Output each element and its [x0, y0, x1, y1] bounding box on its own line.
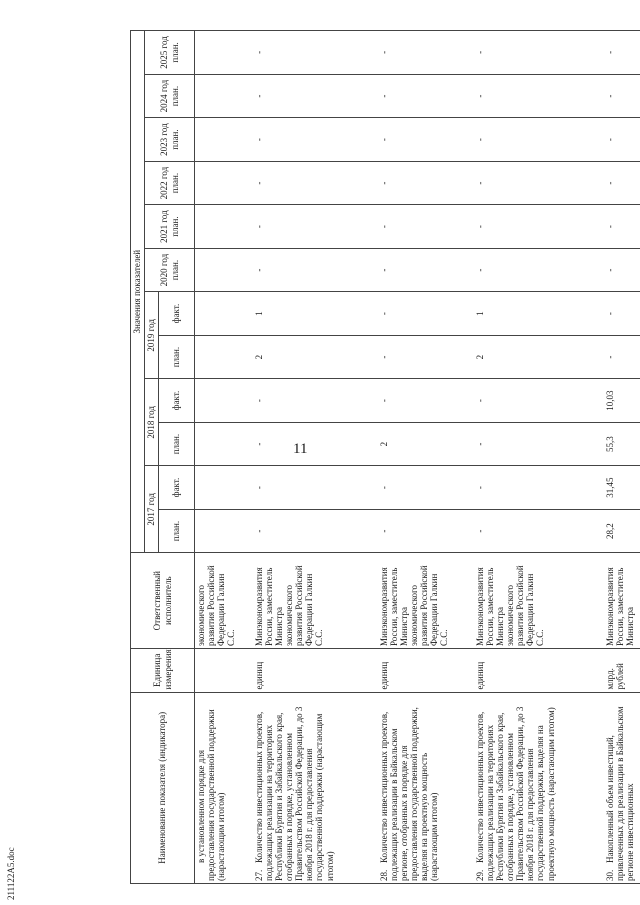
- value-cell: -: [604, 292, 640, 336]
- table-row: [604, 31, 640, 884]
- header-values: Значения показателей: [131, 31, 145, 553]
- header-executor: Ответственный исполнитель: [131, 553, 195, 649]
- indicator-name: 28.Количество инвестиционных проектов, подлежащих реализации в Байкальском регионе, отобранных в порядке для предоставления государственной поддержки, выделяя на проектную мощность (нарастающим итогом): [378, 692, 474, 883]
- executor-cell: экономического развития Российской Федерации Галкин С.С.: [195, 553, 253, 649]
- value-cell: 1: [474, 292, 604, 336]
- table-row: [474, 31, 604, 884]
- table-row: [253, 31, 378, 884]
- header-2023: 2023 год план.: [145, 118, 195, 162]
- value-cell: [195, 118, 253, 162]
- value-cell: 2: [253, 335, 378, 379]
- table-row: [195, 31, 253, 884]
- unit-cell: единиц: [378, 649, 474, 693]
- value-cell: -: [253, 422, 378, 466]
- indicator-name: в установленном порядке для предоставления государственной поддержки (нарастающим итогом): [195, 692, 253, 883]
- header-name: Наименование показателя (индикатора): [131, 692, 195, 883]
- value-cell: [195, 248, 253, 292]
- value-cell: -: [474, 205, 604, 249]
- value-cell: [195, 31, 253, 75]
- header-2020: 2020 год план.: [145, 248, 195, 292]
- value-cell: [195, 422, 253, 466]
- value-cell: -: [253, 466, 378, 510]
- value-cell: -: [474, 509, 604, 553]
- executor-cell: Минэкономразвития России, заместитель Министра экономического развития Российской Федерации Галкин С.С.: [378, 553, 474, 649]
- value-cell: -: [378, 379, 474, 423]
- value-cell: -: [378, 466, 474, 510]
- value-cell: -: [474, 74, 604, 118]
- value-cell: 31,45: [604, 466, 640, 510]
- value-cell: -: [474, 31, 604, 75]
- value-cell: -: [474, 161, 604, 205]
- executor-cell: Минэкономразвития России, заместитель Министра экономического развития Российской Федерации Галкин С.С.: [253, 553, 378, 649]
- unit-cell: [195, 649, 253, 693]
- value-cell: 55,3: [604, 422, 640, 466]
- value-cell: -: [474, 466, 604, 510]
- value-cell: 2: [378, 422, 474, 466]
- header-fact: факт.: [159, 379, 195, 423]
- value-cell: 28,2: [604, 509, 640, 553]
- value-cell: -: [474, 118, 604, 162]
- value-cell: [195, 74, 253, 118]
- value-cell: -: [378, 205, 474, 249]
- value-cell: -: [253, 161, 378, 205]
- value-cell: -: [378, 118, 474, 162]
- value-cell: -: [378, 74, 474, 118]
- value-cell: -: [253, 248, 378, 292]
- value-cell: -: [253, 118, 378, 162]
- unit-cell: единиц: [253, 649, 378, 693]
- indicator-name: 29.Количество инвестиционных проектов, подлежащих реализации на территориях Республики Бурятия и Забайкальского края, отобранных в порядке, установленном Правительством Российской Федерации, до 3 ноября 2018 г. для предоставления государственной поддержки, выделяя на проектную мощность (нарастающим итогом): [474, 692, 604, 883]
- unit-cell: единиц: [474, 649, 604, 693]
- value-cell: -: [604, 31, 640, 75]
- value-cell: -: [474, 248, 604, 292]
- value-cell: [195, 292, 253, 336]
- value-cell: [195, 161, 253, 205]
- header-2024: 2024 год план.: [145, 74, 195, 118]
- page-number: 11: [293, 441, 308, 457]
- value-cell: -: [253, 379, 378, 423]
- header-fact: факт.: [159, 466, 195, 510]
- value-cell: -: [378, 509, 474, 553]
- header-unit: Единица измерения: [131, 649, 195, 693]
- value-cell: -: [604, 335, 640, 379]
- value-cell: -: [253, 31, 378, 75]
- value-cell: -: [474, 422, 604, 466]
- value-cell: [195, 335, 253, 379]
- value-cell: [195, 379, 253, 423]
- value-cell: -: [253, 205, 378, 249]
- value-cell: -: [253, 74, 378, 118]
- indicator-name: 27.Количество инвестиционных проектов, подлежащих реализации на территориях Республики Бурятия и Забайкальского края, отобранных в порядке, установленном Правительством Российской Федерации, до 3 ноября 2018 г. для предоставления государственной поддержки (нарастающим итогом): [253, 692, 378, 883]
- rotated-table-container: [130, 30, 635, 884]
- value-cell: -: [378, 292, 474, 336]
- executor-cell: Минэкономразвития России, заместитель Министра экономического развития Российской Федерации Галкин С.С.: [474, 553, 604, 649]
- value-cell: -: [604, 161, 640, 205]
- indicator-name: 30.Накопленный объем инвестиций, привлеченных для реализации в Байкальском регионе инвестиционных: [604, 692, 640, 883]
- unit-cell: млрд. рублей: [604, 649, 640, 693]
- header-fact: факт.: [159, 292, 195, 336]
- value-cell: -: [474, 379, 604, 423]
- value-cell: 2: [474, 335, 604, 379]
- table-row: [378, 31, 474, 884]
- value-cell: 1: [253, 292, 378, 336]
- value-cell: -: [604, 118, 640, 162]
- header-2022: 2022 год план.: [145, 161, 195, 205]
- header-2021: 2021 год план.: [145, 205, 195, 249]
- header-2018: 2018 год: [145, 379, 159, 466]
- value-cell: -: [253, 509, 378, 553]
- header-plan: план.: [159, 422, 195, 466]
- value-cell: -: [604, 205, 640, 249]
- header-2019: 2019 год: [145, 292, 159, 379]
- value-cell: 10,03: [604, 379, 640, 423]
- value-cell: -: [378, 248, 474, 292]
- value-cell: [195, 205, 253, 249]
- header-plan: план.: [159, 509, 195, 553]
- value-cell: -: [604, 248, 640, 292]
- value-cell: -: [378, 161, 474, 205]
- indicators-table: [130, 30, 640, 884]
- value-cell: [195, 466, 253, 510]
- value-cell: -: [604, 74, 640, 118]
- value-cell: [195, 509, 253, 553]
- header-plan: план.: [159, 335, 195, 379]
- value-cell: -: [378, 335, 474, 379]
- header-2017: 2017 год: [145, 466, 159, 553]
- value-cell: -: [378, 31, 474, 75]
- footer-filename: 211122А5.doc: [6, 847, 16, 900]
- header-2025: 2025 год план.: [145, 31, 195, 75]
- executor-cell: Минэкономразвития России, заместитель Министра: [604, 553, 640, 649]
